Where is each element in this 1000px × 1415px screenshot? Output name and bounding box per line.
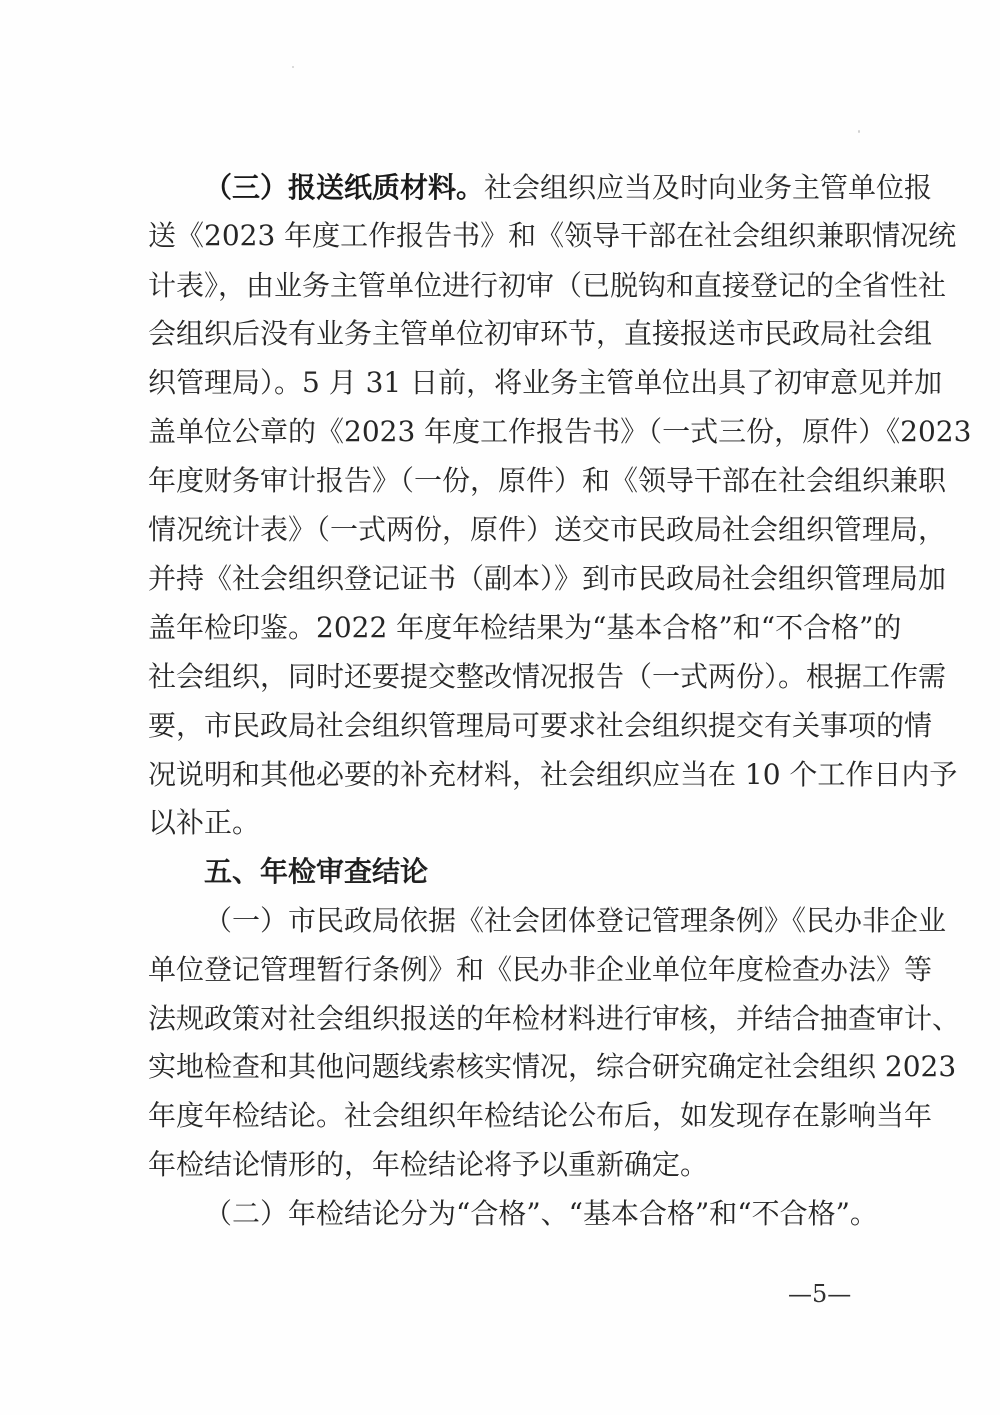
paragraph-line: （二）年检结论分为“合格”、“基本合格”和“不合格”。 (204, 1197, 878, 1230)
paragraph-line: 年度财务审计报告》（一份，原件）和《领导干部在社会组织兼职 (148, 464, 947, 497)
paragraph-line: 法规政策对社会组织报送的年检材料进行审核，并结合抽查审计、 (148, 1002, 961, 1035)
paragraph-line: 年度年检结论。社会组织年检结论公布后，如发现存在影响当年 (148, 1099, 933, 1132)
paragraph-line: 实地检查和其他问题线索核实情况，综合研究确定社会组织 2023 (148, 1050, 957, 1083)
paragraph-line: 盖单位公章的《2023 年度工作报告书》（一式三份，原件）《2023 (148, 415, 972, 448)
paragraph-line (204, 166, 933, 210)
paragraph-line: 送《2023 年度工作报告书》和《领导干部在社会组织兼职情况统 (148, 219, 957, 252)
paragraph-line: 计表》，由业务主管单位进行初审（已脱钩和直接登记的全省性社 (148, 269, 947, 302)
paragraph-line: 情况统计表》（一式两份，原件）送交市民政局社会组织管理局， (148, 513, 947, 546)
paragraph-line: 社会组织，同时还要提交整改情况报告（一式两份）。根据工作需 (148, 660, 947, 693)
paragraph-line: 单位登记管理暂行条例》和《民办非企业单位年度检查办法》等 (148, 953, 933, 986)
paragraph-line: 会组织后没有业务主管单位初审环节，直接报送市民政局社会组 (148, 317, 933, 350)
paragraph-line: 并持《社会组织登记证书（副本）》到市民政局社会组织管理局加 (148, 562, 947, 595)
paragraph-line: 要，市民政局社会组织管理局可要求社会组织提交有关事项的情 (148, 709, 933, 742)
paragraph-line: 以补正。 (148, 806, 261, 839)
section-5-heading: 五、年检审查结论 (204, 855, 429, 888)
section-3-heading: （三）报送纸质材料。 (204, 171, 485, 204)
scan-speck (292, 66, 294, 68)
paragraph-line: 况说明和其他必要的补充材料，社会组织应当在 10 个工作日内予 (148, 758, 958, 791)
paragraph-line: 盖年检印鉴。2022 年度年检结果为“基本合格”和“不合格”的 (148, 611, 902, 644)
page-number: —5— (788, 1280, 852, 1308)
scan-speck (858, 130, 860, 133)
paragraph-text: 社会组织应当及时向业务主管单位报 (484, 171, 933, 204)
paragraph-line: （一）市民政局依据《社会团体登记管理条例》《民办非企业 (204, 904, 947, 937)
paragraph-line: 织管理局）。5 月 31 日前，将业务主管单位出具了初审意见并加 (148, 366, 943, 399)
paragraph-line: 年检结论情形的，年检结论将予以重新确定。 (148, 1148, 709, 1181)
